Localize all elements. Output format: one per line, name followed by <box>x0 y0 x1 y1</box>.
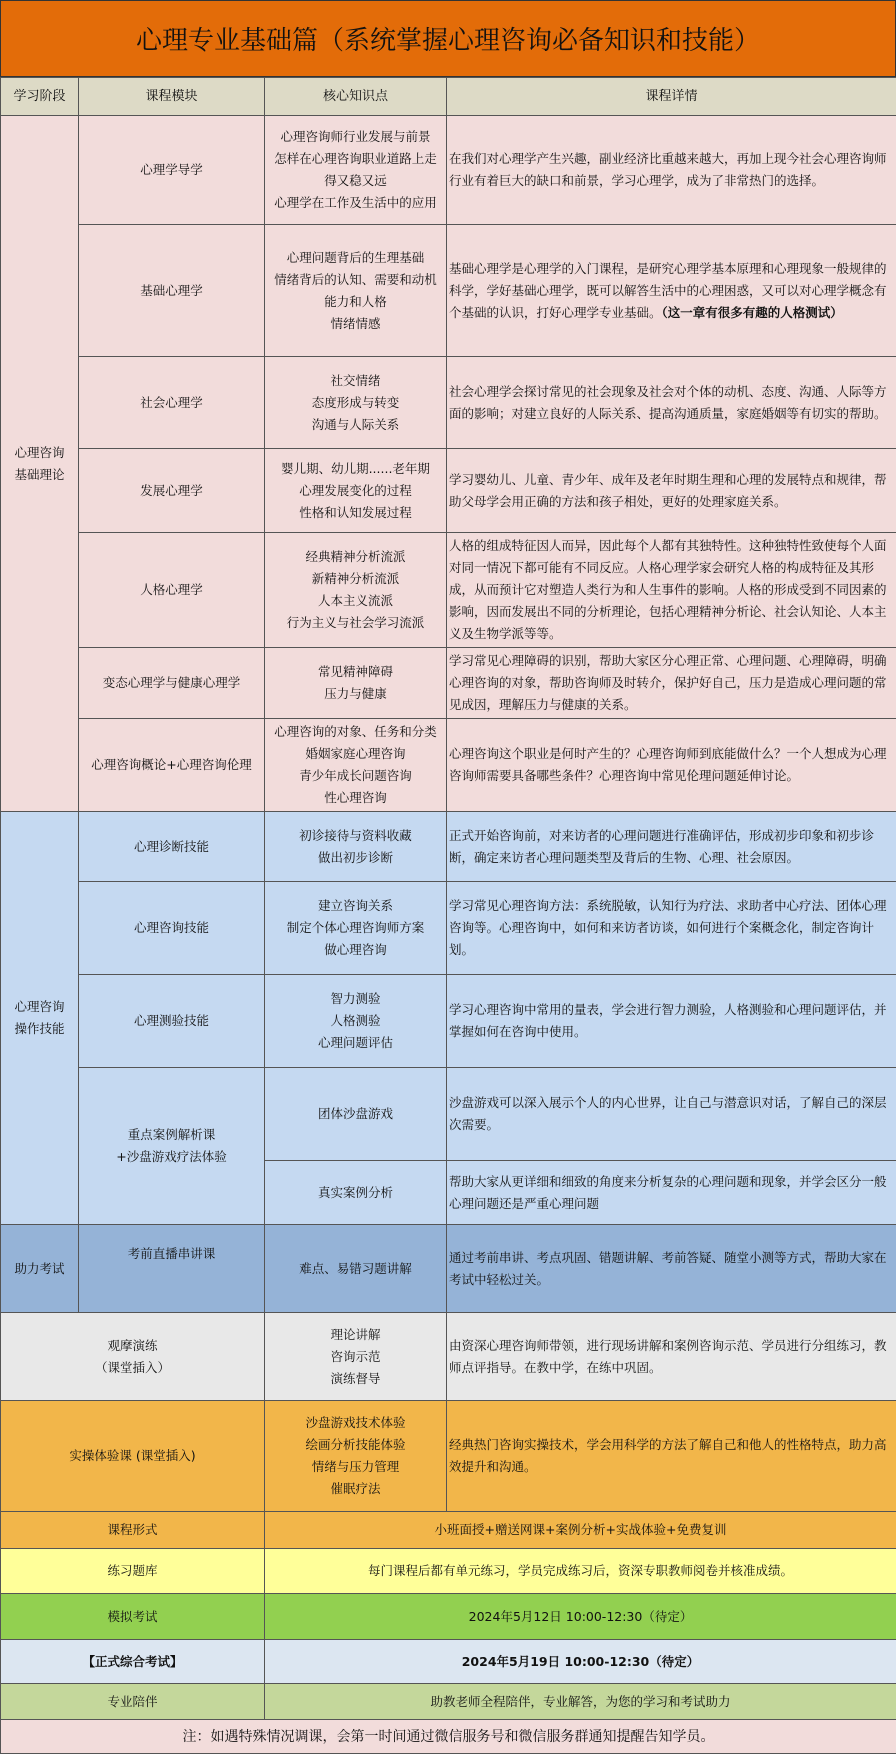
module-points: 难点、易错习题讲解 <box>265 1225 447 1313</box>
module-name: 人格心理学 <box>79 533 265 648</box>
header-detail: 课程详情 <box>447 78 896 116</box>
curriculum-table <box>0 77 896 1754</box>
module-name: 基础心理学 <box>79 225 265 357</box>
info-label: 课程形式 <box>1 1512 265 1549</box>
module-points: 经典精神分析流派 新精神分析流派 人本主义流派 行为主义与社会学习流派 <box>265 533 447 648</box>
module-name: 心理诊断技能 <box>79 812 265 882</box>
table-row <box>1 1401 896 1512</box>
note-row <box>1 1720 896 1754</box>
module-points: 智力测验 人格测验 心理问题评估 <box>265 975 447 1068</box>
module-points: 社交情绪 态度形成与转变 沟通与人际关系 <box>265 357 447 449</box>
module-name: 心理学导学 <box>79 116 265 225</box>
info-value: 小班面授+赠送网课+案例分析+实战体验+免费复训 <box>265 1512 896 1549</box>
module-points: 心理问题背后的生理基础 情绪背后的认知、需要和动机 能力和人格 情绪情感 <box>265 225 447 357</box>
header-points: 核心知识点 <box>265 78 447 116</box>
header-module: 课程模块 <box>79 78 265 116</box>
module-detail: 学习婴幼儿、儿童、青少年、成年及老年时期生理和心理的发展特点和规律，帮助父母学会用正确的方法和孩子相处，更好的处理家庭关系。 <box>447 449 896 533</box>
module-name: 发展心理学 <box>79 449 265 533</box>
module-name: 心理咨询技能 <box>79 882 265 975</box>
stage-label: 心理咨询 基础理论 <box>1 116 79 812</box>
module-detail: 学习心理咨询中常用的量表，学会进行智力测验，人格测验和心理问题评估，并掌握如何在咨询中使用。 <box>447 975 896 1068</box>
info-value: 每门课程后都有单元练习，学员完成练习后，资深专职教师阅卷并核准成绩。 <box>265 1549 896 1594</box>
module-detail: 学习常见心理障碍的识别，帮助大家区分心理正常、心理问题、心理障碍，明确心理咨询的对象，帮助咨询师及时转介，保护好自己，压力是造成心理问题的常见成因，理解压力与健康的关系。 <box>447 648 896 719</box>
module-detail: 由资深心理咨询师带领，进行现场讲解和案例咨询示范、学员进行分组练习，教师点评指导。在教中学，在练中巩固。 <box>447 1313 896 1401</box>
info-label: 专业陪伴 <box>1 1684 265 1720</box>
table-row <box>1 1313 896 1401</box>
info-row-mock-exam <box>1 1594 896 1640</box>
module-detail: 基础心理学是心理学的入门课程，是研究心理学基本原理和心理现象一般规律的科学，学好基础心理学，既可以解答生活中的心理困惑，又可以对心理学概念有个基础的认识，打好心理学专业基础。（这一章有很多有趣的人格测试） <box>447 225 896 357</box>
module-detail: 在我们对心理学产生兴趣，副业经济比重越来越大，再加上现今社会心理咨询师行业有着巨大的缺口和前景，学习心理学，成为了非常热门的选择。 <box>447 116 896 225</box>
module-detail: 学习常见心理咨询方法：系统脱敏，认知行为疗法、求助者中心疗法、团体心理咨询等。心理咨询中，如何和来访者访谈，如何进行个案概念化，制定咨询计划。 <box>447 882 896 975</box>
info-row-exercises <box>1 1549 896 1594</box>
info-label: 练习题库 <box>1 1549 265 1594</box>
module-detail: 通过考前串讲、考点巩固、错题讲解、考前答疑、随堂小测等方式，帮助大家在考试中轻松过关。 <box>447 1225 896 1313</box>
info-value: 2024年5月19日 10:00-12:30（待定） <box>265 1640 896 1684</box>
module-points: 沙盘游戏技术体验 绘画分析技能体验 情绪与压力管理 催眠疗法 <box>265 1401 447 1512</box>
header-stage: 学习阶段 <box>1 78 79 116</box>
module-detail: 经典热门咨询实操技术，学会用科学的方法了解自己和他人的性格特点，助力高效提升和沟通。 <box>447 1401 896 1512</box>
info-row-format <box>1 1512 896 1549</box>
practice-label: 实操体验课 (课堂插入) <box>1 1401 265 1512</box>
module-name: 社会心理学 <box>79 357 265 449</box>
module-detail: 人格的组成特征因人而异，因此每个人都有其独特性。这种独特性致使每个人面对同一情况下都可能有不同反应。人格心理学家会研究人格的构成特征及其形成，从而预计它对塑造人类行为和人生事件的影响。人格的形成受到不同因素的影响，因而发展出不同的分析理论，包括心理精神分析论、社会认知论、人本主义及生物学派等等。 <box>447 533 896 648</box>
module-points: 理论讲解 咨询示范 演练督导 <box>265 1313 447 1401</box>
table-row <box>1 648 896 719</box>
module-points: 真实案例分析 <box>265 1161 447 1225</box>
module-name: 变态心理学与健康心理学 <box>79 648 265 719</box>
module-points: 建立咨询关系 制定个体心理咨询师方案 做心理咨询 <box>265 882 447 975</box>
table-row <box>1 533 896 648</box>
info-value: 2024年5月12日 10:00-12:30（待定） <box>265 1594 896 1640</box>
module-points: 心理咨询的对象、任务和分类 婚姻家庭心理咨询 青少年成长问题咨询 性心理咨询 <box>265 719 447 812</box>
module-detail: 心理咨询这个职业是何时产生的？心理咨询师到底能做什么？一个人想成为心理咨询师需要具备哪些条件？心理咨询中常见伦理问题延伸讨论。 <box>447 719 896 812</box>
detail-highlight: （这一章有很多有趣的人格测试） <box>662 305 843 320</box>
module-name: 心理测验技能 <box>79 975 265 1068</box>
header-row <box>1 78 896 116</box>
stage-label: 心理咨询 操作技能 <box>1 812 79 1225</box>
module-detail: 沙盘游戏可以深入展示个人的内心世界，让自己与潜意识对话，了解自己的深层次需要。 <box>447 1068 896 1161</box>
info-value: 助教老师全程陪伴，专业解答，为您的学习和考试助力 <box>265 1684 896 1720</box>
module-detail: 帮助大家从更详细和细致的角度来分析复杂的心理问题和现象，并学会区分一般心理问题还是严重心理问题 <box>447 1161 896 1225</box>
table-row <box>1 449 896 533</box>
table-row <box>1 225 896 357</box>
table-row <box>1 882 896 975</box>
module-name: 重点案例解析课 +沙盘游戏疗法体验 <box>79 1068 265 1225</box>
table-row <box>1 975 896 1068</box>
table-row <box>1 1068 896 1161</box>
module-points: 常见精神障碍 压力与健康 <box>265 648 447 719</box>
table-row <box>1 812 896 882</box>
footnote: 注：如遇特殊情况调课，会第一时间通过微信服务号和微信服务群通知提醒告知学员。 <box>1 1720 896 1754</box>
info-label: 【正式综合考试】 <box>1 1640 265 1684</box>
module-points: 婴儿期、幼儿期......老年期 心理发展变化的过程 性格和认知发展过程 <box>265 449 447 533</box>
module-points: 初诊接待与资料收藏 做出初步诊断 <box>265 812 447 882</box>
table-row <box>1 116 896 225</box>
module-detail: 社会心理学会探讨常见的社会现象及社会对个体的动机、态度、沟通、人际等方面的影响；对建立良好的人际关系、提高沟通质量，家庭婚姻等有切实的帮助。 <box>447 357 896 449</box>
module-detail: 正式开始咨询前，对来访者的心理问题进行准确评估，形成初步印象和初步诊断，确定来访者心理问题类型及背后的生物、心理、社会原因。 <box>447 812 896 882</box>
observe-label: 观摩演练 （课堂插入） <box>1 1313 265 1401</box>
info-row-final-exam <box>1 1640 896 1684</box>
page-title: 心理专业基础篇（系统掌握心理咨询必备知识和技能） <box>0 0 896 77</box>
table-row <box>1 1225 896 1313</box>
module-name: 考前直播串讲课 <box>79 1225 265 1313</box>
table-row <box>1 357 896 449</box>
stage-label: 助力考试 <box>1 1225 79 1313</box>
module-name: 心理咨询概论+心理咨询伦理 <box>79 719 265 812</box>
info-label: 模拟考试 <box>1 1594 265 1640</box>
info-row-support <box>1 1684 896 1720</box>
module-points: 团体沙盘游戏 <box>265 1068 447 1161</box>
table-row <box>1 719 896 812</box>
module-points: 心理咨询师行业发展与前景 怎样在心理咨询职业道路上走 得又稳又远 心理学在工作及生活中的应用 <box>265 116 447 225</box>
